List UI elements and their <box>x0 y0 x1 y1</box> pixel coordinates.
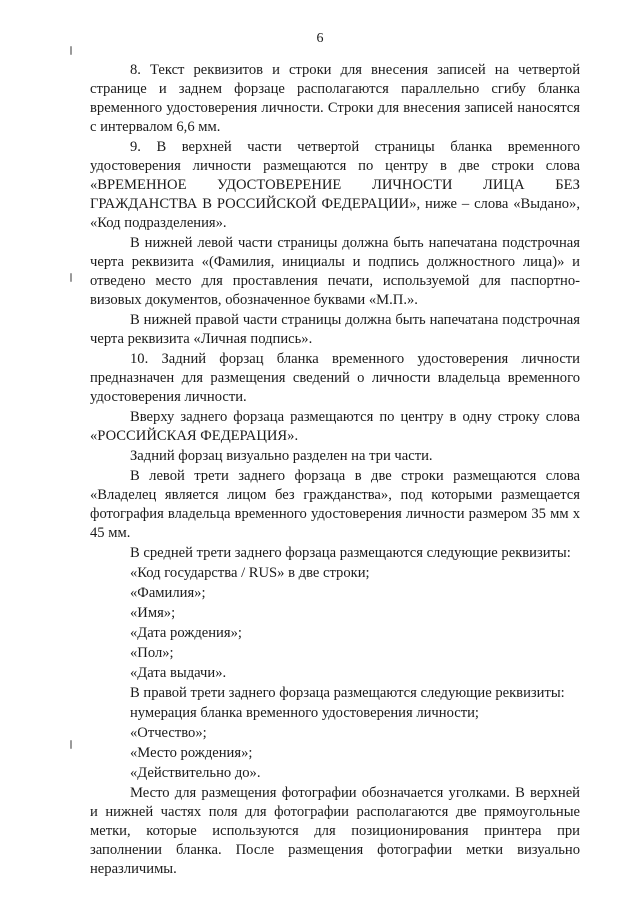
paragraph-right-third: В правой трети заднего форзаца размещаются следующие реквизиты: <box>130 685 565 701</box>
document-body <box>90 61 580 879</box>
margin-mark <box>70 740 72 749</box>
paragraph-9: 9. В верхней части четвертой страницы бланка временного удостоверения личности размещаются по центру в две строки слова «ВРЕМЕННОЕ УДОСТОВЕРЕНИЕ ЛИЧНОСТИ ЛИЦА БЕЗ ГРАЖДАНСТВА В РОССИЙСКОЙ ФЕДЕРАЦИИ», ниже – слова «Выдано», «Код подразделения». <box>90 139 580 231</box>
paragraph-10: 10. Задний форзац бланка временного удостоверения личности предназначен для размещения сведений о личности владельца временного удостоверения личности. <box>90 351 580 405</box>
list-item-name: «Имя»; <box>130 605 176 621</box>
list-item-birth-date: «Дата рождения»; <box>130 625 242 641</box>
list-item-patronymic: «Отчество»; <box>130 725 207 741</box>
margin-mark <box>70 273 72 282</box>
paragraph-8: 8. Текст реквизитов и строки для внесения записей на четвертой странице и заднем форзаце располагаются параллельно сгибу бланка временного удостоверения личности. Строки для внесения записей наносятся с интервалом 6,6 мм. <box>90 62 580 135</box>
paragraph-signature-line: В нижней правой части страницы должна быть напечатана подстрочная черта реквизита «Личная подпись». <box>90 312 580 347</box>
paragraph-top-title: Вверху заднего форзаца размещаются по центру в одну строку слова «РОССИЙСКАЯ ФЕДЕРАЦИЯ». <box>90 409 580 444</box>
paragraph-photo-marks: Место для размещения фотографии обозначается уголками. В верхней и нижней частях поля для фотографии располагаются две прямоугольные метки, которые используются для позиционирования принтера при заполнении бланка. После размещения фотографии метки визуально неразличимы. <box>90 785 580 877</box>
paragraph-three-parts: Задний форзац визуально разделен на три части. <box>130 448 433 464</box>
margin-mark <box>70 46 72 55</box>
list-item-sex: «Пол»; <box>130 645 174 661</box>
list-item-birth-place: «Место рождения»; <box>130 745 253 761</box>
list-item-issue-date: «Дата выдачи». <box>130 665 227 681</box>
list-item-blank-number: нумерация бланка временного удостоверения личности; <box>130 705 479 721</box>
paragraph-stamp-line: В нижней левой части страницы должна быть напечатана подстрочная черта реквизита «(Фамилия, инициалы и подпись должностного лица)» и отведено место для проставления печати, используемой для паспортно-визовых документов, обозначенное буквами «М.П.». <box>90 235 580 308</box>
paragraph-left-third: В левой трети заднего форзаца в две строки размещаются слова «Владелец является лицом без гражданства», под которыми размещается фотография владельца временного удостоверения личности размером 35 мм х 45 мм. <box>90 468 580 541</box>
list-item-country-code: «Код государства / RUS» в две строки; <box>130 565 370 581</box>
page-number: 6 <box>316 31 324 46</box>
list-item-valid-until: «Действительно до». <box>130 765 261 781</box>
list-item-surname: «Фамилия»; <box>130 585 206 601</box>
paragraph-middle-third: В средней трети заднего форзаца размещаются следующие реквизиты: <box>130 545 571 561</box>
